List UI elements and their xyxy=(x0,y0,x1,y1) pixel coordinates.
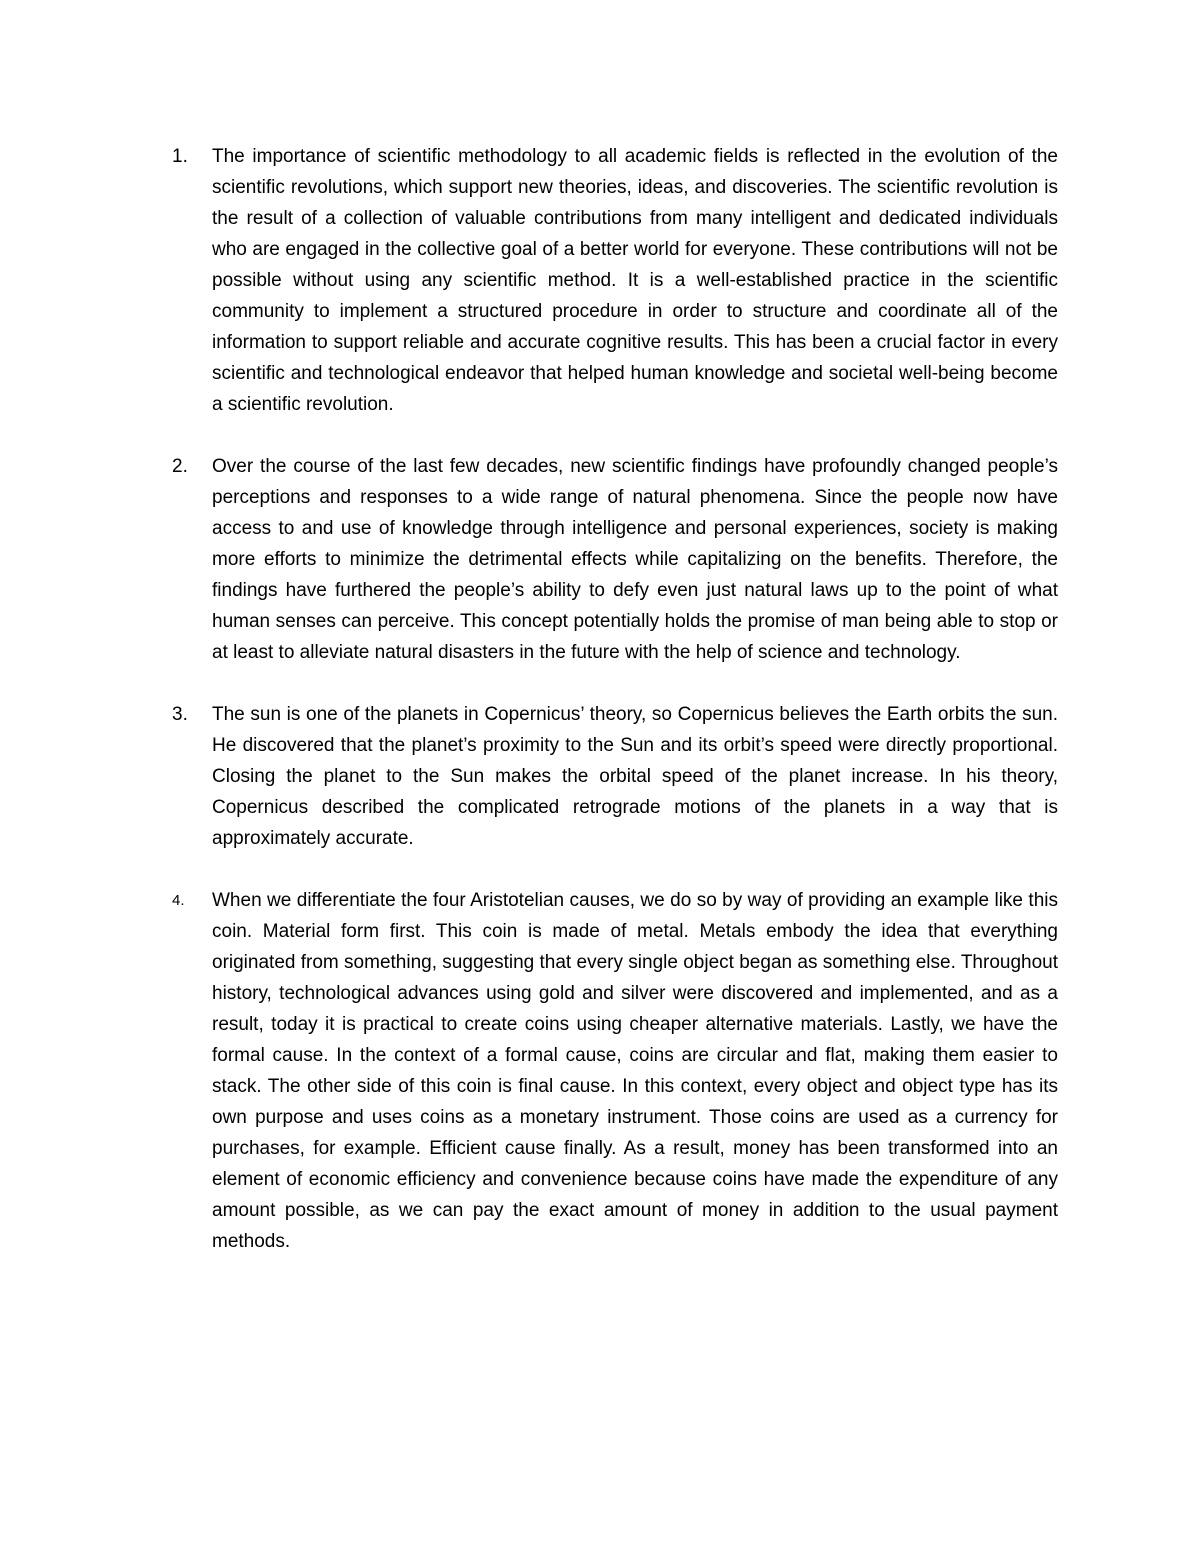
numbered-list xyxy=(172,141,1058,1288)
list-item xyxy=(172,451,1058,668)
list-item xyxy=(172,885,1058,1257)
list-item xyxy=(172,699,1058,854)
list-item-number: 4. xyxy=(172,892,185,909)
list-item-text: When we differentiate the four Aristotelian causes, we do so by way of providing an example like this coin. Material form first. This coin is made of metal. Metals embody the idea that everything originated from something, suggesting that every single object began as something else. Throughout history, technological advances using gold and silver were discovered and implemented, and as a result, today it is practical to create coins using cheaper alternative materials. Lastly, we have the formal cause. In the context of a formal cause, coins are circular and flat, making them easier to stack. The other side of this coin is final cause. In this context, every object and object type has its own purpose and uses coins as a monetary instrument. Those coins are used as a currency for purchases, for example. Efficient cause finally. As a result, money has been transformed into an element of economic efficiency and convenience because coins have made the expenditure of any amount possible, as we can pay the exact amount of money in addition to the usual payment methods. xyxy=(212,890,1058,1252)
list-item-text: The importance of scientific methodology to all academic fields is reflected in the evolution of the scientific revolutions, which support new theories, ideas, and discoveries. The scientific revolution is the result of a collection of valuable contributions from many intelligent and dedicated individuals who are engaged in the collective goal of a better world for everyone. These contributions will not be possible without using any scientific method. It is a well-established practice in the scientific community to implement a structured procedure in order to structure and coordinate all of the information to support reliable and accurate cognitive results. This has been a crucial factor in every scientific and technological endeavor that helped human knowledge and societal well-being become a scientific revolution. xyxy=(212,146,1058,415)
list-item-number: 3. xyxy=(172,704,188,725)
list-item-number: 1. xyxy=(172,146,188,167)
list-item-text: The sun is one of the planets in Copernicus’ theory, so Copernicus believes the Earth orbits the sun. He discovered that the planet’s proximity to the Sun and its orbit’s speed were directly proportional. Closing the planet to the Sun makes the orbital speed of the planet increase. In his theory, Copernicus described the complicated retrograde motions of the planets in a way that is approximately accurate. xyxy=(212,704,1058,849)
list-item-text: Over the course of the last few decades, new scientific findings have profoundly changed people’s perceptions and responses to a wide range of natural phenomena. Since the people now have access to and use of knowledge through intelligence and personal experiences, society is making more efforts to minimize the detrimental effects while capitalizing on the benefits. Therefore, the findings have furthered the people’s ability to defy even just natural laws up to the point of what human senses can perceive. This concept potentially holds the promise of man being able to stop or at least to alleviate natural disasters in the future with the help of science and technology. xyxy=(212,456,1058,663)
list-item xyxy=(172,141,1058,420)
list-item-number: 2. xyxy=(172,456,188,477)
